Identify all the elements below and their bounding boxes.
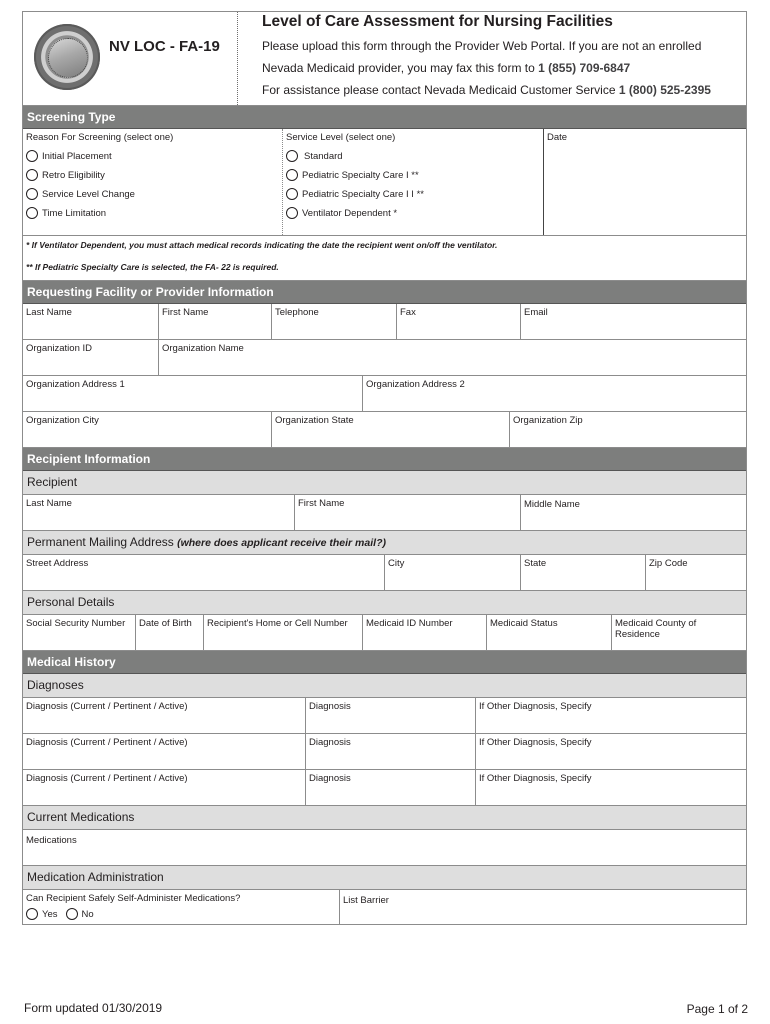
facility-row-city bbox=[23, 412, 746, 448]
list-barrier-field[interactable] bbox=[340, 890, 746, 924]
field-label: Diagnosis bbox=[309, 773, 351, 784]
option-label: Initial Placement bbox=[42, 150, 112, 162]
field-label: Organization ID bbox=[26, 343, 93, 354]
field-label: If Other Diagnosis, Specify bbox=[479, 737, 592, 748]
field-label: Organization Address 2 bbox=[366, 379, 465, 390]
facility-row-organization bbox=[23, 340, 746, 376]
diagnosis-current-field[interactable] bbox=[23, 770, 306, 805]
field-label: Telephone bbox=[275, 307, 319, 318]
level-option-ventilator[interactable] bbox=[286, 207, 540, 219]
field-label: Diagnosis (Current / Pertinent / Active) bbox=[26, 773, 188, 784]
instruction-line-3 bbox=[262, 83, 746, 97]
loc-assessment-form bbox=[22, 11, 747, 925]
radio-button[interactable] bbox=[26, 188, 38, 200]
ventilator-note: * If Ventilator Dependent, you must attach medical records indicating the date the recipient went on/off the ventilator. bbox=[26, 240, 498, 250]
screening-type-grid bbox=[23, 129, 746, 236]
field-label: Medicaid ID Number bbox=[366, 618, 453, 629]
state-field[interactable] bbox=[521, 555, 646, 590]
field-label: If Other Diagnosis, Specify bbox=[479, 773, 592, 784]
field-label: Organization Zip bbox=[513, 415, 583, 426]
medication-administration-row bbox=[23, 890, 746, 924]
option-label: Service Level Change bbox=[42, 188, 135, 200]
diagnosis-current-field[interactable] bbox=[23, 698, 306, 733]
form-updated-date: Form updated 01/30/2019 bbox=[24, 1001, 163, 1015]
page-number: Page 1 of 2 bbox=[686, 1002, 748, 1016]
radio-button[interactable] bbox=[286, 169, 298, 181]
personal-details-row bbox=[23, 615, 746, 651]
nevada-seal-icon bbox=[34, 24, 100, 90]
radio-button[interactable] bbox=[26, 150, 38, 162]
field-label: Can Recipient Safely Self-Administer Medications? bbox=[26, 893, 241, 904]
diagnosis-field[interactable] bbox=[306, 770, 476, 805]
field-label: Recipient's Home or Cell Number bbox=[207, 618, 348, 629]
radio-button[interactable] bbox=[286, 150, 298, 162]
subsection-label: Permanent Mailing Address bbox=[27, 535, 178, 549]
organization-address-1-field[interactable] bbox=[23, 376, 363, 411]
field-label: Middle Name bbox=[524, 499, 580, 510]
field-label: City bbox=[388, 558, 405, 569]
recipient-address-row bbox=[23, 555, 746, 591]
facility-telephone-field[interactable] bbox=[272, 304, 397, 339]
ssn-field[interactable] bbox=[23, 615, 136, 650]
organization-address-2-field[interactable] bbox=[363, 376, 746, 411]
field-label: Diagnosis bbox=[309, 701, 351, 712]
field-label: Date of Birth bbox=[139, 618, 192, 629]
form-id: NV LOC - FA-19 bbox=[109, 38, 220, 55]
field-label: Diagnosis (Current / Pertinent / Active) bbox=[26, 701, 188, 712]
screening-notes bbox=[23, 236, 746, 281]
facility-fax-field[interactable] bbox=[397, 304, 521, 339]
subsection-personal-details: Personal Details bbox=[23, 591, 746, 615]
medications-field[interactable] bbox=[23, 830, 746, 865]
field-label: Organization Address 1 bbox=[26, 379, 125, 390]
option-label: Time Limitation bbox=[42, 207, 107, 219]
option-label: Pediatric Specialty Care I I ** bbox=[302, 188, 424, 200]
instruction-line-2 bbox=[262, 61, 746, 75]
facility-email-field[interactable] bbox=[521, 304, 746, 339]
field-label: Organization City bbox=[26, 415, 99, 426]
field-label: List Barrier bbox=[343, 895, 389, 906]
subsection-diagnoses: Diagnoses bbox=[23, 674, 746, 698]
field-label: Medications bbox=[26, 835, 77, 846]
organization-name-field[interactable] bbox=[159, 340, 746, 375]
yes-label: Yes bbox=[42, 908, 58, 920]
date-of-birth-field[interactable] bbox=[136, 615, 204, 650]
subsection-current-medications: Current Medications bbox=[23, 806, 746, 830]
subsection-recipient: Recipient bbox=[23, 471, 746, 495]
form-id-panel bbox=[23, 12, 238, 105]
section-header-recipient: Recipient Information bbox=[23, 448, 746, 471]
organization-state-field[interactable] bbox=[272, 412, 510, 447]
field-label: Organization State bbox=[275, 415, 354, 426]
field-label: If Other Diagnosis, Specify bbox=[479, 701, 592, 712]
field-label: Medicaid Status bbox=[490, 618, 558, 629]
field-label: First Name bbox=[162, 307, 209, 318]
medicaid-id-field[interactable] bbox=[363, 615, 487, 650]
field-label: Zip Code bbox=[649, 558, 688, 569]
option-label: Retro Eligibility bbox=[42, 169, 105, 181]
diagnosis-field[interactable] bbox=[306, 698, 476, 733]
service-level-group bbox=[283, 129, 544, 235]
diagnosis-row bbox=[23, 698, 746, 734]
recipient-middle-name-field[interactable] bbox=[521, 495, 746, 530]
section-header-facility: Requesting Facility or Provider Information bbox=[23, 281, 746, 304]
organization-id-field[interactable] bbox=[23, 340, 159, 375]
recipient-name-row bbox=[23, 495, 746, 531]
assistance-text: For assistance please contact Nevada Medicaid Customer Service bbox=[262, 83, 619, 97]
form-header bbox=[23, 12, 746, 106]
fax-number: 1 (855) 709-6847 bbox=[538, 61, 631, 75]
form-instructions bbox=[238, 12, 746, 105]
medications-row bbox=[23, 830, 746, 866]
facility-first-name-field[interactable] bbox=[159, 304, 272, 339]
radio-button[interactable] bbox=[286, 207, 298, 219]
radio-button[interactable] bbox=[26, 207, 38, 219]
reason-option-service-level-change[interactable] bbox=[26, 188, 279, 200]
subsection-medication-administration: Medication Administration bbox=[23, 866, 746, 890]
no-label: No bbox=[81, 908, 94, 920]
reason-label: Reason For Screening (select one) bbox=[26, 132, 174, 143]
field-label: Social Security Number bbox=[26, 618, 126, 629]
diagnosis-row bbox=[23, 770, 746, 806]
facility-row-contact bbox=[23, 304, 746, 340]
field-label: Diagnosis bbox=[309, 737, 351, 748]
service-level-label: Service Level (select one) bbox=[286, 132, 396, 143]
reason-for-screening-group bbox=[23, 129, 283, 235]
field-label: Email bbox=[524, 307, 548, 318]
recipient-last-name-field[interactable] bbox=[23, 495, 295, 530]
diagnosis-current-field[interactable] bbox=[23, 734, 306, 769]
subsection-mailing-address bbox=[23, 531, 746, 555]
zip-code-field[interactable] bbox=[646, 555, 746, 590]
field-label: Medicaid County of Residence bbox=[615, 618, 697, 640]
medicaid-status-field[interactable] bbox=[487, 615, 612, 650]
level-option-pediatric-2[interactable] bbox=[286, 188, 540, 200]
yes-no-group bbox=[26, 908, 336, 920]
facility-row-address bbox=[23, 376, 746, 412]
level-option-pediatric-1[interactable] bbox=[286, 169, 540, 181]
facility-last-name-field[interactable] bbox=[23, 304, 159, 339]
field-label: Last Name bbox=[26, 498, 72, 509]
option-label: Standard bbox=[304, 150, 343, 162]
field-label: Fax bbox=[400, 307, 416, 318]
screening-date-field[interactable] bbox=[544, 129, 746, 235]
city-field[interactable] bbox=[385, 555, 521, 590]
date-label: Date bbox=[547, 132, 568, 143]
seal-center bbox=[48, 38, 88, 78]
fax-text: Nevada Medicaid provider, you may fax this form to bbox=[262, 61, 539, 75]
reason-option-time-limitation[interactable] bbox=[26, 207, 279, 219]
field-label: Last Name bbox=[26, 307, 72, 318]
field-label: First Name bbox=[298, 498, 345, 509]
organization-city-field[interactable] bbox=[23, 412, 272, 447]
radio-yes[interactable] bbox=[26, 908, 38, 920]
reason-option-retro-eligibility[interactable] bbox=[26, 169, 279, 181]
reason-option-initial-placement[interactable] bbox=[26, 150, 279, 162]
section-header-medical-history: Medical History bbox=[23, 651, 746, 674]
radio-no[interactable] bbox=[66, 908, 78, 920]
instruction-line-1: Please upload this form through the Provider Web Portal. If you are not an enrolled bbox=[262, 39, 702, 53]
customer-service-number: 1 (800) 525-2395 bbox=[618, 83, 711, 97]
medicaid-county-field[interactable] bbox=[612, 615, 746, 650]
option-label: Pediatric Specialty Care I ** bbox=[302, 169, 419, 181]
level-option-standard[interactable] bbox=[286, 150, 540, 162]
pediatric-note: ** If Pediatric Specialty Care is selected, the FA- 22 is required. bbox=[26, 262, 279, 272]
diagnosis-field[interactable] bbox=[306, 734, 476, 769]
diagnosis-row bbox=[23, 734, 746, 770]
recipient-first-name-field[interactable] bbox=[295, 495, 521, 530]
field-label: Organization Name bbox=[162, 343, 244, 354]
form-title: Level of Care Assessment for Nursing Facilities bbox=[262, 13, 613, 30]
field-label: Street Address bbox=[26, 558, 89, 569]
field-label: Diagnosis (Current / Pertinent / Active) bbox=[26, 737, 188, 748]
organization-zip-field[interactable] bbox=[510, 412, 746, 447]
radio-button[interactable] bbox=[286, 188, 298, 200]
section-header-screening-type: Screening Type bbox=[23, 106, 746, 129]
other-diagnosis-field[interactable] bbox=[476, 698, 746, 733]
street-address-field[interactable] bbox=[23, 555, 385, 590]
other-diagnosis-field[interactable] bbox=[476, 770, 746, 805]
home-cell-number-field[interactable] bbox=[204, 615, 363, 650]
self-administer-question bbox=[23, 890, 340, 924]
option-label: Ventilator Dependent * bbox=[302, 207, 398, 219]
other-diagnosis-field[interactable] bbox=[476, 734, 746, 769]
subsection-note: (where does applicant receive their mail?) bbox=[177, 537, 386, 549]
radio-button[interactable] bbox=[26, 169, 38, 181]
field-label: State bbox=[524, 558, 547, 569]
